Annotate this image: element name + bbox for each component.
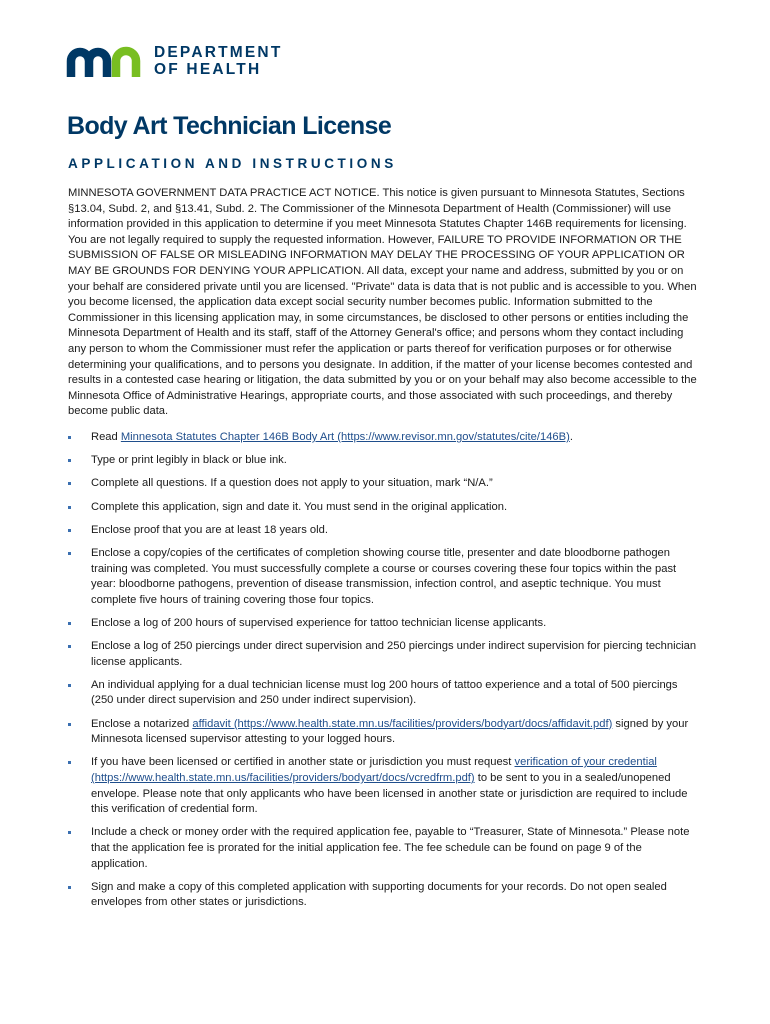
instruction-item xyxy=(68,678,700,709)
instruction-item xyxy=(68,476,700,492)
instruction-text: Enclose a log of 250 piercings under direct supervision and 250 piercings under indirect supervision for piercing technician license applicants. xyxy=(91,640,697,668)
instruction-text: signed by your Minnesota licensed supervisor attesting to your logged hours. xyxy=(91,717,689,746)
instruction-item xyxy=(68,825,700,872)
instruction-item xyxy=(68,453,700,469)
instruction-text: Complete all questions. If a question does not apply to your situation, mark “N/A.” xyxy=(91,477,493,490)
instruction-item xyxy=(68,616,700,632)
bullet-icon xyxy=(68,529,71,532)
page-title: Body Art Technician License xyxy=(67,112,392,140)
instruction-item xyxy=(68,880,700,911)
bullet-icon xyxy=(68,723,71,726)
instruction-list xyxy=(68,430,700,919)
bullet-icon xyxy=(68,482,71,485)
instruction-link[interactable]: affidavit (https://www.health.state.mn.us/facilities/providers/bodyart/docs/affidavit.pdf) xyxy=(192,717,613,730)
instruction-text: Type or print legibly in black or blue ink. xyxy=(91,454,287,467)
instruction-text: Sign and make a copy of this completed application with supporting documents for your records. Do not open sealed envelopes from other states or jurisdictions. xyxy=(91,880,667,909)
logo-wordmark xyxy=(154,44,283,78)
bullet-icon xyxy=(68,761,71,764)
instruction-text: Enclose a copy/copies of the certificates of completion showing course title, presenter and date bloodborne pathogen training was completed. You must successfully complete a course or courses covering these four topics within the past year: bloodborne pathogens, prevention of disease transmission, infection control, and aseptic technique. You must complete five hours of training covering those four topics. xyxy=(91,546,677,606)
bullet-icon xyxy=(68,506,71,509)
data-practice-notice: MINNESOTA GOVERNMENT DATA PRACTICE ACT NOTICE. This notice is given pursuant to Minnesota Statutes, Sections §13.04, Subd. 2, and §13.41, Subd. 2. The Commissioner of the Minnesota Department of Health (Commissioner) will use information provided in this application to determine if you meet Minnesota Statutes Chapter 146B requirements for licensing. You are not legally required to supply the requested information. However, FAILURE TO PROVIDE INFORMATION OR THE SUBMISSION OF FALSE OR MISLEADING INFORMATION MAY DELAY THE PROCESSING OF YOUR APPLICATION OR MAY BE GROUNDS FOR DENYING YOUR APPLICATION. All data, except your name and address, submitted by you or on your behalf are considered private until you are licensed. "Private" data is data that is not public and is accessible to you. When you become licensed, the application data except social security number becomes public. Information submitted to the Commissioner in this licensing application may, in some circumstances, be disclosed to other persons or entities including the Minnesota Department of Health and its staff, staff of the Attorney General's office; and persons whom they contact including any person to whom the Commissioner must refer the application or parts thereof for verification purposes or for otherwise determining your qualifications, and to persons you designate. In addition, if the matter of your license becomes contested and results in a contested case hearing or litigation, the data submitted by you or on your behalf may also become accessible to the Minnesota Office of Administrative Hearings, appropriate courts, and those associated with such proceedings, and thereby become public data. xyxy=(68,187,697,418)
instruction-item xyxy=(68,717,700,748)
instruction-text: Complete this application, sign and date it. You must send in the original application. xyxy=(91,500,508,513)
instruction-item xyxy=(68,430,700,446)
bullet-icon xyxy=(68,622,71,625)
bullet-icon xyxy=(68,459,71,462)
logo-line-2: OF HEALTH xyxy=(154,61,262,78)
instruction-item xyxy=(68,755,700,817)
instruction-text: Enclose proof that you are at least 18 years old. xyxy=(91,523,328,536)
bullet-icon xyxy=(68,684,71,687)
bullet-icon xyxy=(68,645,71,648)
instruction-text: Include a check or money order with the required application fee, payable to “Treasurer, State of Minnesota.” Please note that the application fee is prorated for the initial application fee. The fee schedule can be found on page 9 of the application. xyxy=(91,826,690,870)
bullet-icon xyxy=(68,831,71,834)
bullet-icon xyxy=(68,436,71,439)
page-subtitle: APPLICATION AND INSTRUCTIONS xyxy=(68,156,397,171)
instruction-text: An individual applying for a dual technician license must log 200 hours of tattoo experience and a total of 500 piercings (250 under direct supervision and 250 under indirect supervision). xyxy=(91,678,678,707)
bullet-icon xyxy=(68,552,71,555)
instruction-text: Read xyxy=(91,431,121,443)
instruction-item xyxy=(68,639,700,670)
instruction-text: . xyxy=(569,431,573,443)
instruction-link[interactable]: verification of your credential (https://www.health.state.mn.us/facilities/providers/bodyart/docs/vcredfrm.pdf) xyxy=(91,756,657,785)
mdh-logo xyxy=(66,44,283,78)
mn-logo-icon xyxy=(66,44,144,78)
instruction-text: Enclose a notarized xyxy=(91,717,193,730)
instruction-item xyxy=(68,546,700,608)
logo-line-1: DEPARTMENT xyxy=(154,44,283,61)
bullet-icon xyxy=(68,886,71,889)
instruction-item xyxy=(68,523,700,539)
instruction-item xyxy=(68,500,700,516)
instruction-text: to be sent to you in a sealed/unopened envelope. Please note that only applicants who have been licensed in another state or jurisdiction are required to include this verification of credential form. xyxy=(91,772,688,816)
instruction-text: Enclose a log of 200 hours of supervised experience for tattoo technician license applicants. xyxy=(91,616,547,629)
instruction-text: If you have been licensed or certified in another state or jurisdiction you must request xyxy=(91,756,515,769)
instruction-link[interactable]: Minnesota Statutes Chapter 146B Body Art (https://www.revisor.mn.gov/statutes/cite/146B) xyxy=(120,431,570,443)
